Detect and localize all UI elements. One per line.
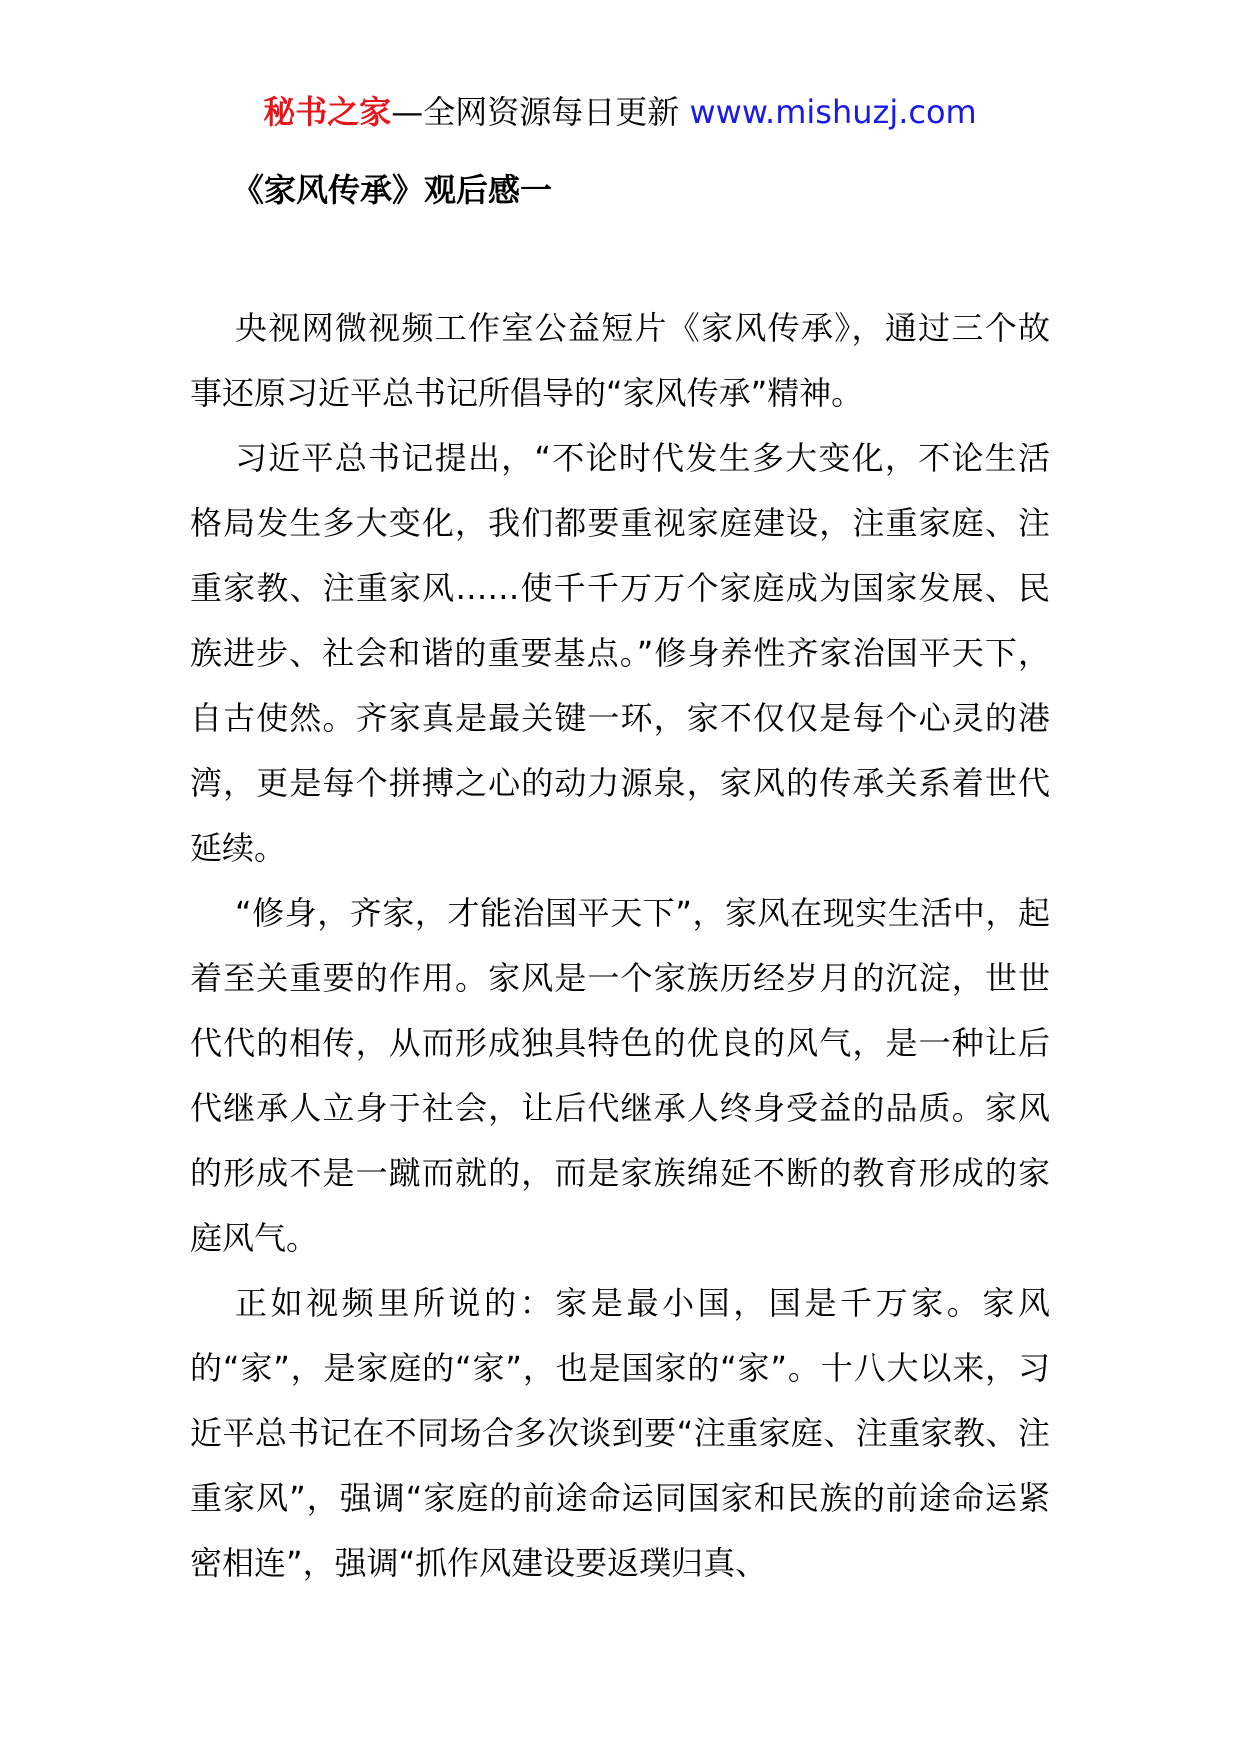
document-body: [190, 296, 1050, 1596]
header-tagline: —全网资源每日更新: [391, 93, 690, 131]
site-header: [0, 92, 1240, 132]
document-title: 《家风传承》观后感一: [232, 171, 553, 209]
paragraph: 正如视频里所说的：家是最小国，国是千万家。家风的“家”，是家庭的“家”，也是国家的“家”。十八大以来，习近平总书记在不同场合多次谈到要“注重家庭、注重家教、注重家风”，强调“家庭的前途命运同国家和民族的前途命运紧密相连”，强调“抓作风建设要返璞归真、: [190, 1284, 1050, 1582]
paragraph: 习近平总书记提出，“不论时代发生多大变化，不论生活格局发生多大变化，我们都要重视家庭建设，注重家庭、注重家教、注重家风……使千千万万个家庭成为国家发展、民族进步、社会和谐的重要基点。”修身养性齐家治国平天下，自古使然。齐家真是最关键一环，家不仅仅是每个心灵的港湾，更是每个拼搏之心的动力源泉，家风的传承关系着世代延续。: [190, 439, 1050, 867]
site-url-link[interactable]: www.mishuzj.com: [689, 93, 977, 131]
brand-name: 秘书之家: [263, 93, 392, 131]
paragraph: 央视网微视频工作室公益短片《家风传承》，通过三个故事还原习近平总书记所倡导的“家风传承”精神。: [190, 309, 1050, 412]
paragraph: “修身，齐家，才能治国平天下”，家风在现实生活中，起着至关重要的作用。家风是一个家族历经岁月的沉淀，世世代代的相传，从而形成独具特色的优良的风气，是一种让后代继承人立身于社会，让后代继承人终身受益的品质。家风的形成不是一蹴而就的，而是家族绵延不断的教育形成的家庭风气。: [190, 894, 1050, 1257]
